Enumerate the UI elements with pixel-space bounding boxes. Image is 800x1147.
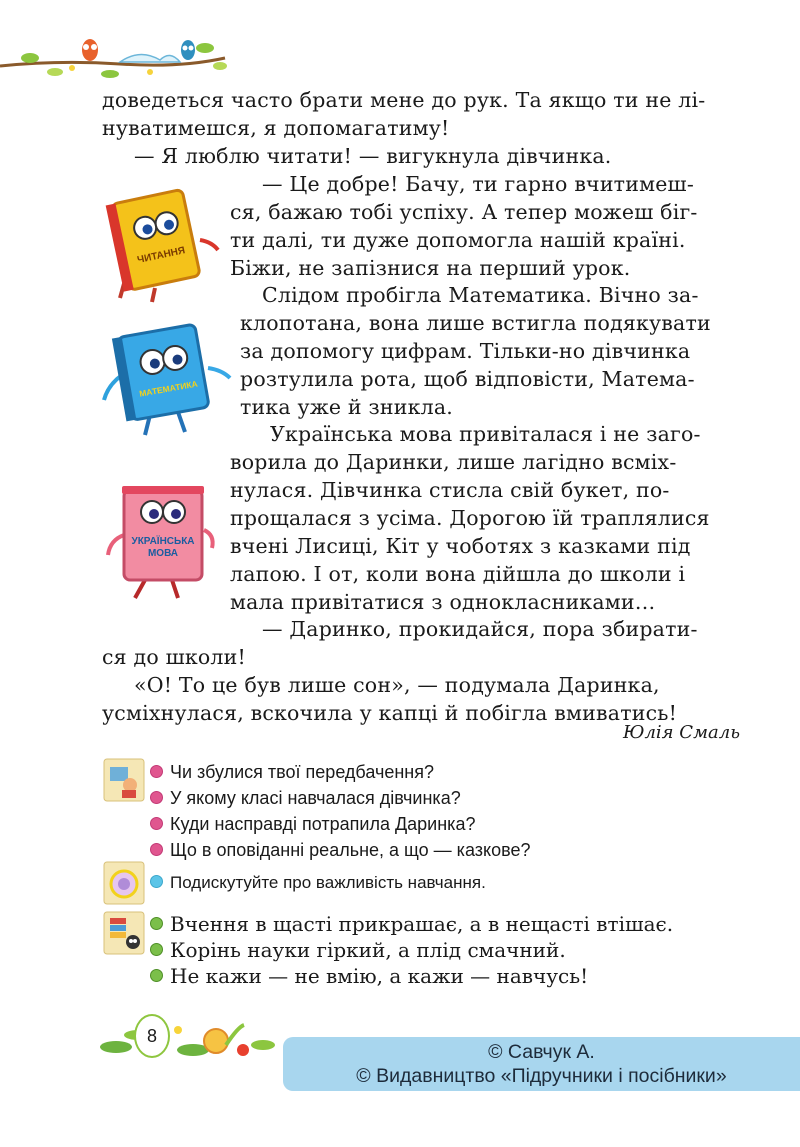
question-item: Чи збулися твої передбачення? xyxy=(150,762,434,783)
question-item: У якому класі навчалася дівчинка? xyxy=(150,788,461,809)
copyright-line-2: © Видавництво «Підручники і посібники» xyxy=(356,1065,727,1087)
open-book-icon xyxy=(120,54,180,62)
story-line: ти далі, ти дуже допомогла нашій країні. xyxy=(230,228,686,252)
story-line: тика уже й зникла. xyxy=(240,395,453,419)
pink-bullet-icon xyxy=(150,765,163,778)
story-line: нуватимешся, я допомагатиму! xyxy=(102,116,450,140)
page-number: 8 xyxy=(134,1014,170,1058)
story-line: «О! То це був лише сон», — подумала Даринка, xyxy=(134,673,660,697)
story-line: клопотана, вона лише встигла подякувати xyxy=(240,311,711,335)
copyright-line-1: © Савчук А. xyxy=(488,1041,595,1063)
green-bullet-icon xyxy=(150,943,163,956)
reading-book-illustration xyxy=(100,180,225,305)
proverb-item: Вчення в щасті прикрашає, а в нещасті втішає. xyxy=(150,912,673,936)
story-line: прощалася з усіма. Дорогою їй траплялися xyxy=(230,506,710,530)
green-bullet-icon xyxy=(150,969,163,982)
pink-bullet-icon xyxy=(150,791,163,804)
proverb-item: Корінь науки гіркий, а плід смачний. xyxy=(150,938,566,962)
story-line: ся, бажаю тобі успіху. А тепер можеш біг- xyxy=(230,200,698,224)
story-line: ворила до Даринки, лише лагідно всміх- xyxy=(230,450,677,474)
header-branch-decoration xyxy=(0,28,230,83)
math-book-label: МАТЕМАТИКА xyxy=(138,378,199,399)
story-line: — Я люблю читати! — вигукнула дівчинка. xyxy=(134,144,612,168)
discussion-icon xyxy=(102,860,146,906)
story-line: нулася. Дівчинка стисла свій букет, по- xyxy=(230,478,670,502)
green-bullet-icon xyxy=(150,917,163,930)
reading-book-label: ЧИТАННЯ xyxy=(136,245,187,267)
story-line: ся до школи! xyxy=(102,645,246,669)
story-line: Слідом пробігла Математика. Вічно за- xyxy=(262,283,699,307)
footer-leaves-decoration xyxy=(98,1005,278,1065)
story-line: — Даринко, прокидайся, пора збирати- xyxy=(262,617,698,641)
story-line: — Це добре! Бачу, ти гарно вчитимеш- xyxy=(262,172,694,196)
story-author: Юлія Смаль xyxy=(622,722,740,743)
math-book-illustration xyxy=(100,320,235,440)
questions-icon xyxy=(102,757,146,803)
story-line: усміхнулася, вскочила у капці й побігла вмиватись! xyxy=(102,701,678,725)
question-item: Що в оповіданні реальне, а що — казкове? xyxy=(150,840,530,861)
story-line: лапою. І от, коли вона дійшла до школи і xyxy=(230,562,686,586)
story-line: за допомогу цифрам. Тільки-но дівчинка xyxy=(240,339,691,363)
story-line: розтулила рота, щоб відповісти, Матема- xyxy=(240,367,695,391)
snail-icon xyxy=(204,1029,228,1053)
story-line: доведеться часто брати мене до рук. Та якщо ти не лі- xyxy=(102,88,706,112)
proverb-item: Не кажи — не вмію, а кажи — навчусь! xyxy=(150,964,588,988)
ukrainian-book-label-1: УКРАЇНСЬКА xyxy=(131,536,195,547)
ukrainian-book-illustration xyxy=(100,480,225,605)
owl-icon xyxy=(82,39,98,61)
ukrainian-book-label-2: МОВА xyxy=(147,548,179,559)
proverbs-icon xyxy=(102,910,146,956)
copyright-footer xyxy=(283,1037,800,1091)
story-line: Біжи, не запізнися на перший урок. xyxy=(230,256,631,280)
story-line: Українська мова привіталася і не заго- xyxy=(270,422,701,446)
pink-bullet-icon xyxy=(150,843,163,856)
story-line: мала привітатися з однокласниками… xyxy=(230,590,656,614)
story-line: вчені Лисиці, Кіт у чоботях з казками під xyxy=(230,534,691,558)
pink-bullet-icon xyxy=(150,817,163,830)
question-item: Куди насправді потрапила Даринка? xyxy=(150,814,475,835)
discussion-item: Подискутуйте про важливість навчання. xyxy=(150,873,486,893)
blue-bullet-icon xyxy=(150,875,163,888)
